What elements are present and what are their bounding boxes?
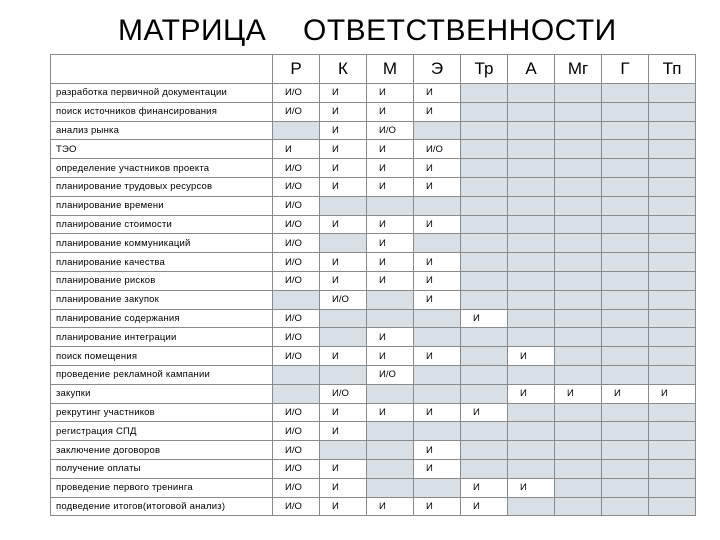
task-label: планирование стоимости: [51, 215, 273, 234]
responsibility-cell: [602, 121, 649, 140]
responsibility-cell: [367, 290, 414, 309]
task-label: получение оплаты: [51, 459, 273, 478]
responsibility-cell: [602, 234, 649, 253]
responsibility-cell: И: [320, 459, 367, 478]
responsibility-cell: И: [414, 102, 461, 121]
responsibility-cell: [461, 196, 508, 215]
responsibility-cell: И: [414, 84, 461, 103]
responsibility-cell: [508, 497, 555, 516]
responsibility-cell: [508, 290, 555, 309]
responsibility-cell: И: [367, 84, 414, 103]
table-row: [51, 422, 696, 441]
responsibility-cell: [555, 159, 602, 178]
task-label: определение участников проекта: [51, 159, 273, 178]
responsibility-cell: [555, 290, 602, 309]
responsibility-cell: [555, 441, 602, 460]
task-label: поиск помещения: [51, 347, 273, 366]
responsibility-cell: [508, 309, 555, 328]
responsibility-cell: И/О: [273, 441, 320, 460]
task-label: планирование качества: [51, 253, 273, 272]
table-row: [51, 84, 696, 103]
responsibility-cell: И: [508, 384, 555, 403]
responsibility-cell: [602, 84, 649, 103]
role-column-header: М: [367, 55, 414, 84]
table-row: [51, 497, 696, 516]
responsibility-cell: И: [367, 215, 414, 234]
responsibility-cell: [461, 177, 508, 196]
responsibility-cell: [649, 422, 696, 441]
responsibility-cell: И: [461, 497, 508, 516]
header-row: [51, 55, 696, 84]
responsibility-cell: [414, 121, 461, 140]
responsibility-cell: [649, 234, 696, 253]
responsibility-cell: [414, 328, 461, 347]
responsibility-cell: [602, 102, 649, 121]
responsibility-cell: [555, 459, 602, 478]
responsibility-cell: И: [273, 140, 320, 159]
responsibility-cell: И: [367, 102, 414, 121]
table-row: [51, 234, 696, 253]
responsibility-cell: [508, 365, 555, 384]
table-row: [51, 365, 696, 384]
responsibility-cell: И/О: [273, 102, 320, 121]
responsibility-cell: [508, 271, 555, 290]
responsibility-cell: [367, 441, 414, 460]
responsibility-cell: [461, 422, 508, 441]
responsibility-cell: И/О: [273, 478, 320, 497]
responsibility-cell: И: [320, 478, 367, 497]
responsibility-cell: [602, 422, 649, 441]
responsibility-cell: [602, 328, 649, 347]
responsibility-cell: [555, 84, 602, 103]
table-row: [51, 159, 696, 178]
table-row: [51, 140, 696, 159]
role-column-header: А: [508, 55, 555, 84]
responsibility-cell: [508, 102, 555, 121]
responsibility-cell: И: [367, 328, 414, 347]
responsibility-cell: [320, 365, 367, 384]
table-row: [51, 215, 696, 234]
responsibility-matrix-table: [50, 54, 696, 516]
responsibility-cell: И/О: [273, 497, 320, 516]
role-column-header: Г: [602, 55, 649, 84]
responsibility-cell: [508, 234, 555, 253]
responsibility-cell: [602, 403, 649, 422]
table-row: [51, 309, 696, 328]
responsibility-cell: И: [602, 384, 649, 403]
title-responsibility: ОТВЕТСТВЕННОСТИ: [303, 14, 617, 47]
responsibility-cell: И: [461, 478, 508, 497]
responsibility-cell: [414, 384, 461, 403]
responsibility-cell: [367, 309, 414, 328]
responsibility-cell: [320, 328, 367, 347]
responsibility-cell: И/О: [273, 159, 320, 178]
title-matrix: МАТРИЦА: [118, 14, 267, 47]
responsibility-cell: И: [414, 441, 461, 460]
responsibility-cell: [555, 140, 602, 159]
responsibility-cell: И: [320, 271, 367, 290]
responsibility-cell: И: [414, 459, 461, 478]
responsibility-cell: И: [508, 478, 555, 497]
responsibility-cell: И: [414, 403, 461, 422]
responsibility-cell: [602, 365, 649, 384]
responsibility-cell: [555, 196, 602, 215]
responsibility-cell: [555, 347, 602, 366]
responsibility-cell: И/О: [273, 347, 320, 366]
responsibility-cell: [555, 403, 602, 422]
responsibility-cell: [555, 422, 602, 441]
responsibility-cell: [414, 365, 461, 384]
responsibility-cell: [367, 196, 414, 215]
responsibility-cell: И/О: [320, 384, 367, 403]
table-row: [51, 441, 696, 460]
table-row: [51, 384, 696, 403]
task-label: подведение итогов(итоговой анализ): [51, 497, 273, 516]
responsibility-cell: [508, 177, 555, 196]
responsibility-cell: [320, 234, 367, 253]
responsibility-cell: [367, 384, 414, 403]
table-row: [51, 290, 696, 309]
role-column-header: Тр: [461, 55, 508, 84]
table-row: [51, 478, 696, 497]
responsibility-cell: И: [320, 215, 367, 234]
responsibility-cell: И/О: [273, 177, 320, 196]
responsibility-cell: [555, 365, 602, 384]
responsibility-cell: И/О: [367, 121, 414, 140]
responsibility-cell: [602, 459, 649, 478]
responsibility-cell: И/О: [273, 234, 320, 253]
responsibility-cell: [555, 253, 602, 272]
task-label: заключение договоров: [51, 441, 273, 460]
responsibility-cell: [461, 347, 508, 366]
responsibility-cell: И/О: [273, 84, 320, 103]
responsibility-cell: [649, 215, 696, 234]
responsibility-cell: [602, 253, 649, 272]
responsibility-cell: [461, 271, 508, 290]
responsibility-cell: И: [508, 347, 555, 366]
responsibility-cell: [649, 121, 696, 140]
task-label: регистрация СПД: [51, 422, 273, 441]
table-row: [51, 196, 696, 215]
responsibility-cell: [273, 365, 320, 384]
responsibility-cell: И: [320, 159, 367, 178]
role-column-header: Р: [273, 55, 320, 84]
responsibility-cell: И: [649, 384, 696, 403]
responsibility-cell: [649, 102, 696, 121]
responsibility-cell: И: [320, 177, 367, 196]
responsibility-cell: [461, 253, 508, 272]
responsibility-cell: И/О: [273, 328, 320, 347]
responsibility-cell: [649, 253, 696, 272]
responsibility-cell: [461, 365, 508, 384]
table-row: [51, 177, 696, 196]
responsibility-cell: И/О: [367, 365, 414, 384]
table-row: [51, 271, 696, 290]
responsibility-cell: И: [461, 309, 508, 328]
responsibility-cell: [649, 309, 696, 328]
task-label: разработка первичной документации: [51, 84, 273, 103]
responsibility-cell: [508, 422, 555, 441]
responsibility-cell: [461, 384, 508, 403]
responsibility-cell: [273, 384, 320, 403]
responsibility-cell: И: [367, 271, 414, 290]
responsibility-cell: [273, 290, 320, 309]
responsibility-cell: И: [414, 290, 461, 309]
responsibility-cell: [414, 234, 461, 253]
responsibility-cell: [602, 159, 649, 178]
responsibility-cell: И/О: [273, 196, 320, 215]
responsibility-cell: [602, 309, 649, 328]
responsibility-cell: [461, 459, 508, 478]
responsibility-cell: [461, 102, 508, 121]
responsibility-cell: И: [414, 159, 461, 178]
responsibility-cell: [508, 84, 555, 103]
table-row: [51, 459, 696, 478]
responsibility-cell: [602, 478, 649, 497]
responsibility-cell: И/О: [273, 403, 320, 422]
responsibility-cell: [649, 347, 696, 366]
responsibility-cell: [602, 196, 649, 215]
responsibility-cell: [508, 441, 555, 460]
table-row: [51, 403, 696, 422]
responsibility-cell: И/О: [273, 215, 320, 234]
responsibility-cell: [555, 271, 602, 290]
responsibility-cell: [602, 347, 649, 366]
responsibility-cell: [602, 290, 649, 309]
responsibility-cell: [649, 459, 696, 478]
responsibility-cell: [461, 140, 508, 159]
role-column-header: Тп: [649, 55, 696, 84]
responsibility-cell: [555, 497, 602, 516]
table-row: [51, 328, 696, 347]
responsibility-cell: И: [367, 140, 414, 159]
responsibility-cell: И/О: [273, 253, 320, 272]
responsibility-cell: [508, 140, 555, 159]
responsibility-cell: [555, 478, 602, 497]
responsibility-cell: [602, 140, 649, 159]
responsibility-cell: [602, 271, 649, 290]
responsibility-cell: [555, 328, 602, 347]
role-column-header: К: [320, 55, 367, 84]
responsibility-cell: [555, 215, 602, 234]
responsibility-cell: И/О: [414, 140, 461, 159]
responsibility-cell: [508, 459, 555, 478]
responsibility-cell: И: [367, 159, 414, 178]
responsibility-cell: И/О: [273, 422, 320, 441]
responsibility-cell: [649, 290, 696, 309]
responsibility-cell: [508, 196, 555, 215]
responsibility-cell: И: [320, 121, 367, 140]
responsibility-cell: И/О: [273, 271, 320, 290]
responsibility-cell: [555, 102, 602, 121]
responsibility-cell: [555, 121, 602, 140]
responsibility-cell: [602, 497, 649, 516]
task-label: ТЭО: [51, 140, 273, 159]
task-label: рекрутинг участников: [51, 403, 273, 422]
responsibility-cell: [649, 365, 696, 384]
task-label: планирование коммуникаций: [51, 234, 273, 253]
role-column-header: Э: [414, 55, 461, 84]
responsibility-cell: И: [367, 177, 414, 196]
responsibility-cell: И: [414, 347, 461, 366]
task-label: проведение рекламной кампании: [51, 365, 273, 384]
responsibility-cell: [461, 159, 508, 178]
responsibility-cell: [461, 441, 508, 460]
responsibility-cell: [461, 328, 508, 347]
responsibility-cell: [602, 215, 649, 234]
responsibility-cell: [414, 422, 461, 441]
task-label: проведение первого тренинга: [51, 478, 273, 497]
responsibility-cell: [367, 422, 414, 441]
task-label: поиск источников финансирования: [51, 102, 273, 121]
responsibility-cell: [320, 441, 367, 460]
responsibility-cell: [602, 441, 649, 460]
table-row: [51, 253, 696, 272]
responsibility-cell: [461, 234, 508, 253]
task-label: планирование рисков: [51, 271, 273, 290]
task-label: закупки: [51, 384, 273, 403]
responsibility-cell: [649, 140, 696, 159]
table-row: [51, 347, 696, 366]
responsibility-cell: [508, 159, 555, 178]
table-row: [51, 102, 696, 121]
responsibility-cell: [649, 478, 696, 497]
responsibility-cell: [649, 84, 696, 103]
responsibility-cell: И: [367, 253, 414, 272]
responsibility-cell: [555, 309, 602, 328]
responsibility-cell: И: [320, 140, 367, 159]
responsibility-cell: [649, 271, 696, 290]
responsibility-cell: И: [320, 422, 367, 441]
responsibility-cell: [414, 478, 461, 497]
responsibility-cell: И: [320, 253, 367, 272]
responsibility-cell: [649, 497, 696, 516]
responsibility-cell: [461, 215, 508, 234]
responsibility-cell: И: [367, 234, 414, 253]
responsibility-cell: [508, 328, 555, 347]
responsibility-cell: И: [320, 84, 367, 103]
task-label: планирование закупок: [51, 290, 273, 309]
responsibility-cell: И: [367, 497, 414, 516]
responsibility-cell: И/О: [320, 290, 367, 309]
responsibility-cell: И: [414, 215, 461, 234]
responsibility-cell: [508, 121, 555, 140]
matrix-body: [51, 84, 696, 516]
task-column-header: [51, 55, 273, 84]
responsibility-cell: [555, 177, 602, 196]
responsibility-cell: [414, 309, 461, 328]
responsibility-cell: [649, 177, 696, 196]
responsibility-cell: [367, 478, 414, 497]
responsibility-cell: [649, 441, 696, 460]
task-label: анализ рынка: [51, 121, 273, 140]
responsibility-cell: [649, 196, 696, 215]
responsibility-cell: [414, 196, 461, 215]
responsibility-cell: И: [414, 271, 461, 290]
responsibility-cell: И: [414, 497, 461, 516]
responsibility-cell: [320, 309, 367, 328]
responsibility-cell: И: [320, 102, 367, 121]
responsibility-cell: И: [320, 403, 367, 422]
table-row: [51, 121, 696, 140]
responsibility-cell: И: [414, 177, 461, 196]
responsibility-cell: [555, 234, 602, 253]
responsibility-cell: [273, 121, 320, 140]
responsibility-cell: [649, 403, 696, 422]
task-label: планирование трудовых ресурсов: [51, 177, 273, 196]
responsibility-cell: И: [367, 403, 414, 422]
responsibility-cell: И/О: [273, 309, 320, 328]
responsibility-cell: И: [320, 347, 367, 366]
responsibility-cell: [508, 215, 555, 234]
responsibility-cell: И: [320, 497, 367, 516]
responsibility-cell: [461, 84, 508, 103]
responsibility-cell: И: [555, 384, 602, 403]
task-label: планирование интеграции: [51, 328, 273, 347]
responsibility-cell: [461, 290, 508, 309]
task-label: планирование времени: [51, 196, 273, 215]
responsibility-cell: И: [461, 403, 508, 422]
responsibility-cell: [320, 196, 367, 215]
responsibility-cell: [649, 159, 696, 178]
responsibility-cell: [508, 253, 555, 272]
responsibility-cell: [367, 459, 414, 478]
task-label: планирование содержания: [51, 309, 273, 328]
responsibility-cell: [602, 177, 649, 196]
responsibility-cell: [508, 403, 555, 422]
responsibility-cell: И: [414, 253, 461, 272]
role-column-header: Мг: [555, 55, 602, 84]
responsibility-cell: И: [367, 347, 414, 366]
responsibility-cell: [461, 121, 508, 140]
responsibility-cell: И/О: [273, 459, 320, 478]
responsibility-cell: [649, 328, 696, 347]
